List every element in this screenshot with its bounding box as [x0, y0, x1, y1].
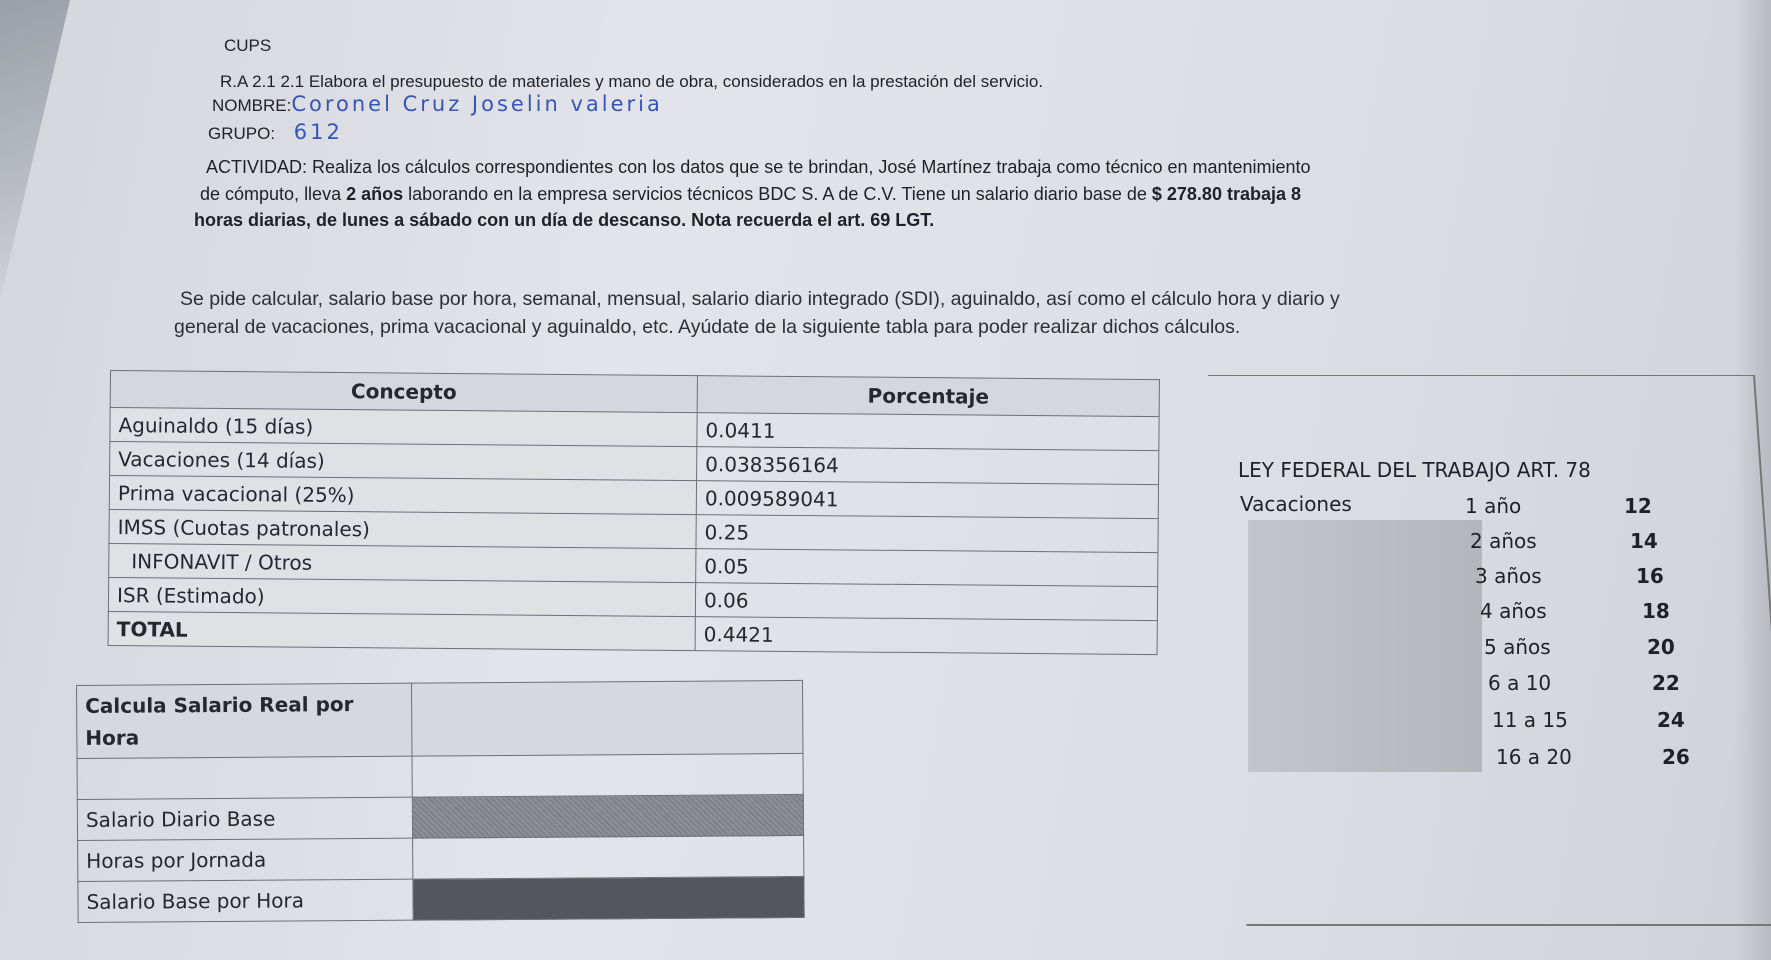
salario-diario-base-answer[interactable]: [412, 794, 803, 838]
horas-jornada-answer[interactable]: [413, 835, 804, 879]
grupo-value: 612: [293, 120, 343, 144]
instruction-line-1: Se pide calcular, salario base por hora, semanal, mensual, salario diario integrado (SDI), aguinaldo, así como el cálculo hora y diario y: [180, 288, 1340, 310]
instruction-line-2: general de vacaciones, prima vacacional y aguinaldo, etc. Ayúdate de la siguiente tabla para poder realizar dichos cálculos.: [174, 316, 1241, 338]
concepto-cell: Aguinaldo (15 días): [110, 408, 697, 447]
table-row: [77, 794, 803, 840]
grupo-label: GRUPO:: [208, 124, 276, 143]
concepto-cell: ISR (Estimado): [108, 577, 695, 616]
nombre-value: Coronel Cruz Joselin valeria: [291, 92, 663, 116]
ra-statement: R.A 2.1 2.1 Elabora el presupuesto de materiales y mano de obra, considerados en la prestación del servicio.: [220, 72, 1044, 91]
days-cell: 14: [1630, 529, 1658, 553]
table-row: [78, 876, 804, 922]
blank-cell: [77, 756, 412, 799]
salario-real-table: [76, 680, 805, 923]
days-cell: 22: [1652, 671, 1680, 695]
concepto-cell: Vacaciones (14 días): [110, 442, 697, 481]
porcentaje-cell: 0.25: [696, 515, 1158, 553]
days-cell: 26: [1662, 745, 1690, 769]
porcentaje-cell: 0.06: [695, 583, 1157, 621]
vacaciones-label: Vacaciones: [1240, 492, 1352, 516]
days-cell: 12: [1624, 494, 1652, 518]
horas-jornada-label: Horas por Jornada: [78, 838, 413, 881]
blank-cell: [412, 753, 803, 797]
vacaciones-shaded-area: [1248, 520, 1482, 772]
grupo-row: [208, 120, 343, 144]
salario-diario-base-label: Salario Diario Base: [77, 797, 412, 840]
salario-title-blank: [411, 680, 803, 756]
actividad-line-2: de cómputo, lleva 2 años laborando en la empresa servicios técnicos BDC S. A de C.V. Tiene un salario diario base de $ 278.80 trabaja 8: [200, 184, 1301, 204]
years-cell: 1 año: [1465, 494, 1522, 518]
concepto-cell: Prima vacacional (25%): [109, 476, 696, 515]
porcentaje-cell: 0.009589041: [696, 481, 1158, 519]
days-cell: 16: [1636, 564, 1664, 588]
nombre-label: NOMBRE:: [212, 96, 292, 115]
concepto-cell: IMSS (Cuotas patronales): [109, 509, 696, 548]
days-cell: 24: [1657, 708, 1685, 732]
concepto-cell: INFONAVIT / Otros: [109, 543, 696, 582]
years-cell: 16 a 20: [1496, 745, 1572, 769]
days-cell: 18: [1642, 599, 1670, 623]
school-label: CUPS: [224, 36, 272, 55]
name-row: [212, 92, 663, 116]
porcentaje-cell: 0.038356164: [697, 447, 1159, 485]
years-cell: 6 a 10: [1488, 671, 1552, 695]
concepto-header: Concepto: [110, 371, 697, 413]
years-cell: 3 años: [1475, 564, 1542, 588]
porcentaje-cell: 0.0411: [697, 413, 1159, 451]
table-row: [78, 835, 804, 881]
total-value-cell: 0.4421: [695, 617, 1157, 655]
concept-table: [108, 370, 1160, 655]
years-cell: 4 años: [1480, 599, 1547, 623]
salario-table-title: Calcula Salario Real por Hora: [77, 683, 413, 758]
actividad-label: ACTIVIDAD:: [206, 157, 308, 177]
actividad-line-1: ACTIVIDAD: Realiza los cálculos correspondientes con los datos que se te brindan, José Martínez trabaja como técnico en mantenimiento: [206, 157, 1311, 177]
years-cell: 5 años: [1484, 635, 1551, 659]
total-label-cell: TOTAL: [108, 611, 695, 650]
lft-title: LEY FEDERAL DEL TRABAJO ART. 78: [1238, 458, 1591, 482]
porcentaje-cell: 0.05: [696, 549, 1158, 587]
days-cell: 20: [1647, 635, 1675, 659]
salario-base-hora-answer[interactable]: [413, 876, 804, 920]
actividad-line-3: horas diarias, de lunes a sábado con un día de descanso. Nota recuerda el art. 69 LGT.: [194, 210, 935, 230]
years-cell: 2 años: [1470, 529, 1537, 553]
porcentaje-header: Porcentaje: [697, 376, 1159, 417]
salario-base-hora-label: Salario Base por Hora: [78, 879, 413, 922]
years-cell: 11 a 15: [1492, 708, 1568, 732]
